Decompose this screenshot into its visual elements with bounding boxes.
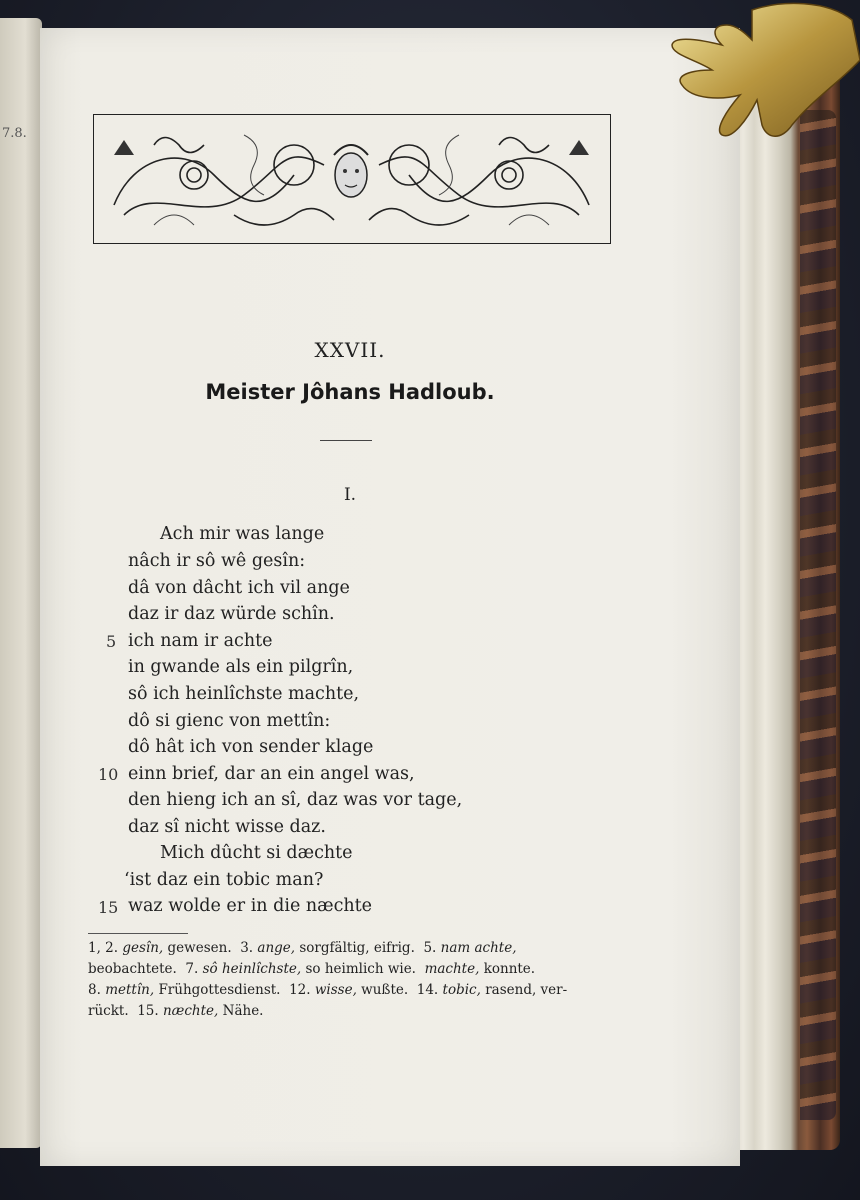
footnote-ref: 14.: [416, 982, 439, 998]
footnote-term: wisse,: [314, 982, 357, 998]
footnote-line: [88, 980, 608, 1001]
footnote-divider: [88, 933, 188, 934]
poem-line: nâch ir sô wê gesîn:: [128, 551, 306, 571]
footnote-ref: 1, 2.: [88, 940, 119, 956]
section-number: I.: [343, 485, 357, 505]
footnote-term: machte,: [424, 961, 480, 977]
line-number: 15: [98, 898, 119, 917]
title-divider: [320, 440, 372, 441]
left-page-edge: [0, 18, 42, 1148]
footnote-ref: 5.: [423, 940, 437, 956]
footnote-term: sô heinlîchste,: [202, 961, 302, 977]
poem-line: ich nam ir achte: [128, 631, 273, 651]
footnote-ref: 15.: [137, 1003, 159, 1019]
footnote-gloss: gewesen.: [167, 940, 232, 956]
poem-line: dâ von dâcht ich vil ange: [128, 578, 350, 598]
poem-line: dô hât ich von sender klage: [128, 737, 374, 757]
footnote-ref: 12.: [289, 982, 311, 998]
footnote-ref: 7.: [185, 961, 199, 977]
footnote-term: næchte,: [162, 1003, 219, 1019]
footnote-gloss: sorgfältig, eifrig.: [299, 940, 415, 956]
poem-line: daz sî nicht wisse daz.: [128, 817, 326, 837]
brass-hand-page-weight-icon: [652, 0, 860, 150]
footnote-gloss: wußte.: [361, 982, 409, 998]
footnote-term: ange,: [257, 940, 296, 956]
footnote-ref: 3.: [240, 940, 254, 956]
footnote-term: tobic,: [442, 982, 481, 998]
ornamental-headpiece: [93, 114, 611, 244]
footnote-term: nam achte,: [440, 940, 517, 956]
marbled-edge: [800, 110, 836, 1120]
footnote-gloss: rasend, ver-: [485, 982, 568, 998]
poem-line: daz ir daz würde schîn.: [128, 604, 335, 624]
poem-line: sô ich heinlîchste machte,: [128, 684, 360, 704]
footnote-term: mettîn,: [105, 982, 155, 998]
poem-line: Ach mir was lange: [160, 524, 325, 544]
footnote-line: [88, 959, 608, 980]
footnote-gloss: Nähe.: [222, 1003, 264, 1019]
left-page-number: 7.8.: [2, 126, 27, 141]
line-number: 10: [98, 765, 119, 784]
footnote-ref: 8.: [88, 982, 101, 998]
poet-title: Meister Jôhans Hadloub.: [205, 380, 495, 404]
scrollwork-ornament-icon: [94, 115, 609, 242]
footnote-line: [88, 1001, 608, 1022]
footnote-line: [88, 938, 608, 959]
line-number: 5: [106, 632, 117, 651]
footnote-gloss: rückt.: [88, 1003, 129, 1019]
poem-line: den hieng ich an sî, daz was vor tage,: [128, 790, 463, 810]
footnote-gloss: Frühgottesdienst.: [158, 982, 281, 998]
poem-line: Mich dûcht si dæchte: [160, 843, 353, 863]
footnote-gloss: beobachtete.: [88, 961, 177, 977]
book-page-block: [730, 70, 840, 1150]
poem-line: einn brief, dar an ein angel was,: [128, 764, 415, 784]
chapter-number: XXVII.: [314, 338, 386, 362]
poem-line: dô si gienc von mettîn:: [128, 711, 331, 731]
poem-line: ‘ist daz ein tobic man?: [124, 870, 324, 890]
footnote-gloss: so heimlich wie.: [305, 961, 416, 977]
poem-line: in gwande als ein pilgrîn,: [128, 657, 354, 677]
footnote-gloss: konnte.: [483, 961, 536, 977]
poem-line: waz wolde er in die næchte: [128, 896, 373, 916]
footnote-term: gesîn,: [122, 940, 164, 956]
